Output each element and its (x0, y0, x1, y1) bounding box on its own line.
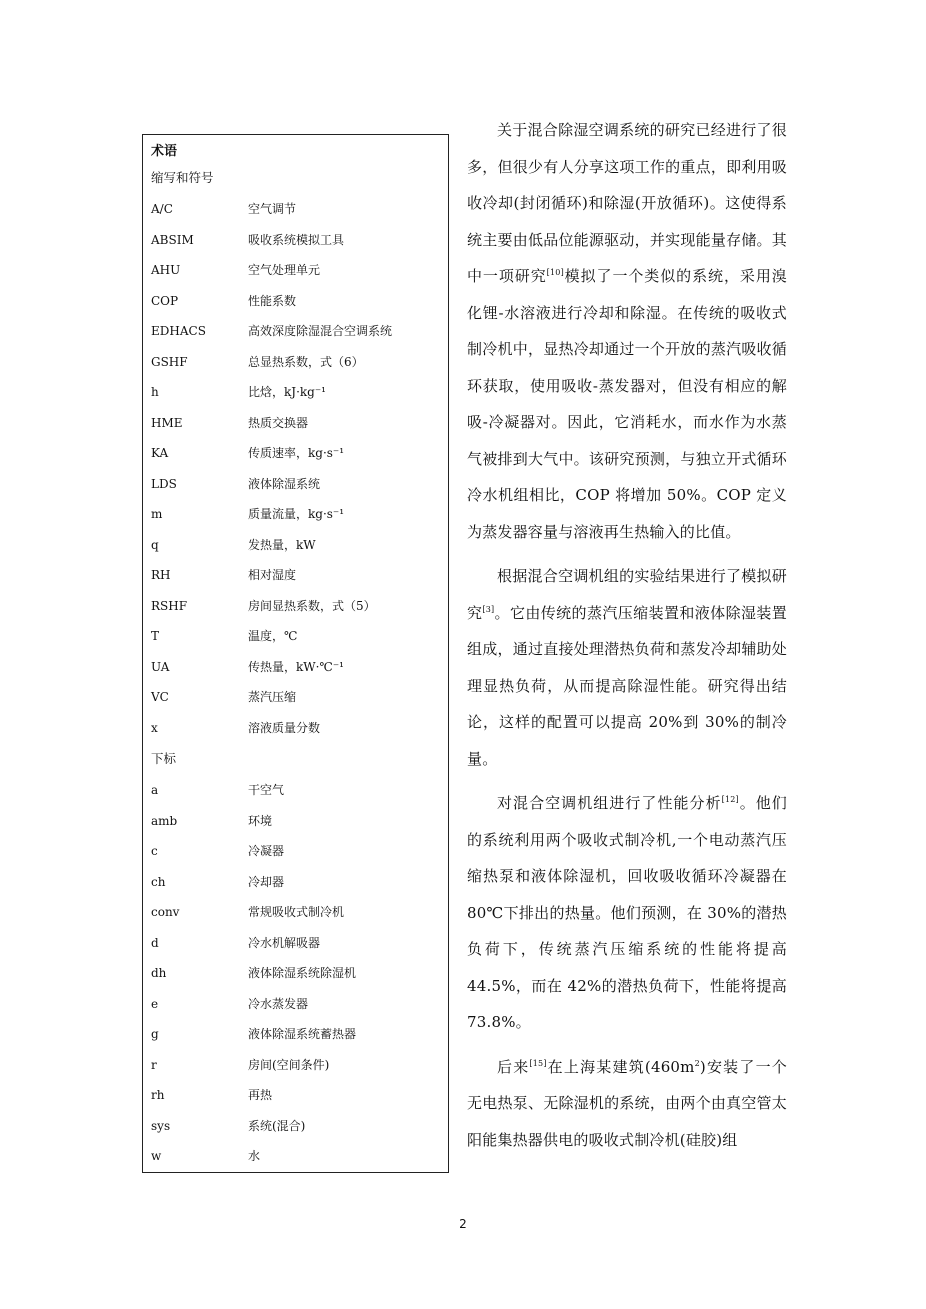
nomenclature-row (151, 229, 441, 251)
citation: [12] (721, 795, 739, 804)
term-definition: 冷水蒸发器 (248, 996, 309, 1011)
nomenclature-row (151, 534, 441, 556)
paragraph-text: 在上海某建筑(460m (546, 1057, 695, 1076)
superscript: 2 (694, 1058, 700, 1068)
term-definition: 环境 (248, 813, 273, 828)
term-definition: 房间(空间条件) (248, 1057, 330, 1072)
nomenclature-row (151, 932, 441, 954)
term-definition: 液体除湿系统蓄热器 (248, 1027, 357, 1041)
term-abbreviation: KA (151, 446, 169, 460)
term-definition: 冷凝器 (248, 844, 285, 858)
nomenclature-row (151, 259, 441, 281)
paragraph (467, 1049, 787, 1159)
term-abbreviation: T (151, 629, 160, 643)
paragraph (467, 785, 787, 1041)
term-definition: 常规吸收式制冷机 (248, 905, 345, 919)
term-definition: 比焓，kJ·kg⁻¹ (248, 385, 326, 399)
term-definition: 空气处理单元 (248, 263, 321, 277)
nomenclature-row (151, 1084, 441, 1106)
term-definition: 总显热系数，式（6） (248, 354, 364, 369)
paragraph-text: 。它由传统的蒸汽压缩装置和液体除湿装置组成，通过直接处理潜热负荷和蒸发冷却辅助处理显热负荷，从而提高除湿性能。研究得出结论，这样的配置可以提高 20%到 30%的制冷量。 (467, 603, 787, 768)
paragraph (467, 558, 787, 777)
nomenclature-box (142, 134, 449, 1173)
term-abbreviation: ABSIM (151, 232, 194, 247)
paragraph-text: 。他们的系统利用两个吸收式制冷机,一个电动蒸汽压缩热泵和液体除湿机，回收吸收循环冷凝器在 80℃下排出的热量。他们预测，在 30%的潜热负荷下，传统蒸汽压缩系统的性能将提高 44.5%，而在 42%的潜热负荷下，性能将提高 73.8%。 (467, 794, 787, 1031)
term-definition: 质量流量，kg·s⁻¹ (248, 507, 345, 521)
term-abbreviation: dh (151, 966, 167, 980)
term-definition: 溶液质量分数 (248, 720, 321, 735)
term-abbreviation: m (151, 507, 163, 521)
term-definition: 系统(混合) (248, 1118, 306, 1133)
nomenclature-row (151, 779, 441, 801)
term-definition: 冷水机解吸器 (248, 935, 321, 950)
nomenclature-row (151, 871, 441, 893)
term-abbreviation: HME (151, 415, 183, 430)
citation: [3] (482, 604, 495, 614)
term-abbreviation: c (151, 844, 158, 858)
nomenclature-row (151, 198, 441, 220)
term-definition: 温度，℃ (248, 629, 298, 643)
paragraph-text: 对混合空调机组进行了性能分析 (497, 794, 722, 812)
term-abbreviation: RH (151, 568, 171, 582)
nomenclature-row (151, 962, 441, 984)
term-definition: 冷却器 (248, 874, 285, 889)
nomenclature-row (151, 993, 441, 1015)
term-abbreviation: g (151, 1027, 159, 1041)
nomenclature-row (151, 442, 441, 464)
term-abbreviation: RSHF (151, 598, 188, 613)
paragraph-text: 关于混合除湿空调系统的研究已经进行了很多，但很少有人分享这项工作的重点，即利用吸收冷却(封闭循环)和除湿(开放循环)。这使得系统主要由低品位能源驱动，并实现能量存储。其中一项研究 (467, 121, 787, 285)
term-definition: 再热 (248, 1088, 273, 1102)
term-definition: 吸收系统模拟工具 (248, 232, 345, 247)
term-abbreviation: ch (151, 874, 166, 889)
term-abbreviation: GSHF (151, 354, 188, 369)
nomenclature-row (151, 717, 441, 739)
term-abbreviation: r (151, 1057, 157, 1072)
term-abbreviation: rh (151, 1088, 165, 1102)
nomenclature-title: 术语 (151, 144, 178, 159)
term-abbreviation: q (151, 537, 159, 552)
term-definition: 发热量，kW (248, 537, 316, 552)
term-definition: 水 (248, 1149, 261, 1163)
nomenclature-row (151, 320, 441, 342)
paragraph-text: 后来 (497, 1057, 530, 1076)
term-definition: 性能系数 (248, 293, 297, 308)
nomenclature-row (151, 840, 441, 862)
term-abbreviation: amb (151, 813, 178, 828)
term-abbreviation: conv (151, 905, 180, 919)
page-number: 2 (459, 1217, 467, 1231)
nomenclature-row (151, 901, 441, 923)
citation: [10] (546, 268, 564, 277)
paragraph-text: 根据混合空调机组的实验结果进行了模拟研究 (467, 567, 787, 622)
term-abbreviation: EDHACS (151, 324, 206, 338)
nomenclature-row (151, 290, 441, 312)
nomenclature-row (151, 656, 441, 678)
nomenclature-row (151, 503, 441, 525)
paragraph-text: )安装了一个无电热泵、无除湿机的系统，由两个由真空管太阳能集热器供电的吸收式制冷机(硅胶)组 (467, 1057, 787, 1149)
body-text-column (467, 112, 787, 1166)
abbreviations-heading: 缩写和符号 (151, 170, 214, 185)
term-definition: 传热量，kW·℃⁻¹ (248, 659, 344, 674)
term-abbreviation: h (151, 385, 159, 399)
nomenclature-row (151, 473, 441, 495)
nomenclature-row (151, 412, 441, 434)
term-abbreviation: d (151, 935, 159, 950)
nomenclature-row (151, 1023, 441, 1045)
term-abbreviation: sys (151, 1118, 171, 1133)
term-abbreviation: a (151, 783, 159, 797)
term-abbreviation: LDS (151, 476, 177, 491)
term-abbreviation: x (151, 720, 158, 735)
term-abbreviation: e (151, 996, 159, 1011)
term-abbreviation: w (151, 1149, 162, 1163)
term-definition: 液体除湿系统除湿机 (248, 966, 357, 980)
term-abbreviation: COP (151, 293, 179, 308)
term-abbreviation: UA (151, 659, 170, 674)
citation: [15] (529, 1058, 547, 1068)
term-definition: 相对湿度 (248, 568, 297, 582)
term-definition: 干空气 (248, 783, 285, 797)
paragraph (467, 112, 787, 550)
term-definition: 蒸汽压缩 (248, 690, 297, 704)
term-definition: 高效深度除湿混合空调系统 (248, 324, 393, 338)
nomenclature-row (151, 381, 441, 403)
term-definition: 空气调节 (248, 202, 297, 216)
nomenclature-row (151, 351, 441, 373)
nomenclature-row (151, 625, 441, 647)
term-definition: 房间显热系数，式（5） (248, 598, 376, 613)
nomenclature-row (151, 686, 441, 708)
term-abbreviation: VC (151, 690, 169, 704)
nomenclature-row (151, 595, 441, 617)
nomenclature-row (151, 1145, 441, 1167)
nomenclature-row (151, 810, 441, 832)
paragraph-text: 模拟了一个类似的系统，采用溴化锂-水溶液进行冷却和除湿。在传统的吸收式制冷机中，显热冷却通过一个开放的蒸汽吸收循环获取，使用吸收-蒸发器对，但没有相应的解吸-冷凝器对。因此，它消耗水，而水作为水蒸气被排到大气中。该研究预测，与独立开式循环冷水机组相比，COP 将增加 50%。COP 定义为蒸发器容量与溶液再生热输入的比值。 (467, 267, 787, 541)
nomenclature-row (151, 1115, 441, 1137)
term-abbreviation: A/C (151, 202, 173, 216)
subscripts-heading: 下标 (151, 751, 177, 766)
term-definition: 传质速率，kg·s⁻¹ (248, 446, 345, 460)
term-abbreviation: AHU (151, 263, 181, 277)
term-definition: 热质交换器 (248, 415, 309, 430)
term-definition: 液体除湿系统 (248, 476, 321, 491)
nomenclature-row (151, 564, 441, 586)
nomenclature-row (151, 1054, 441, 1076)
